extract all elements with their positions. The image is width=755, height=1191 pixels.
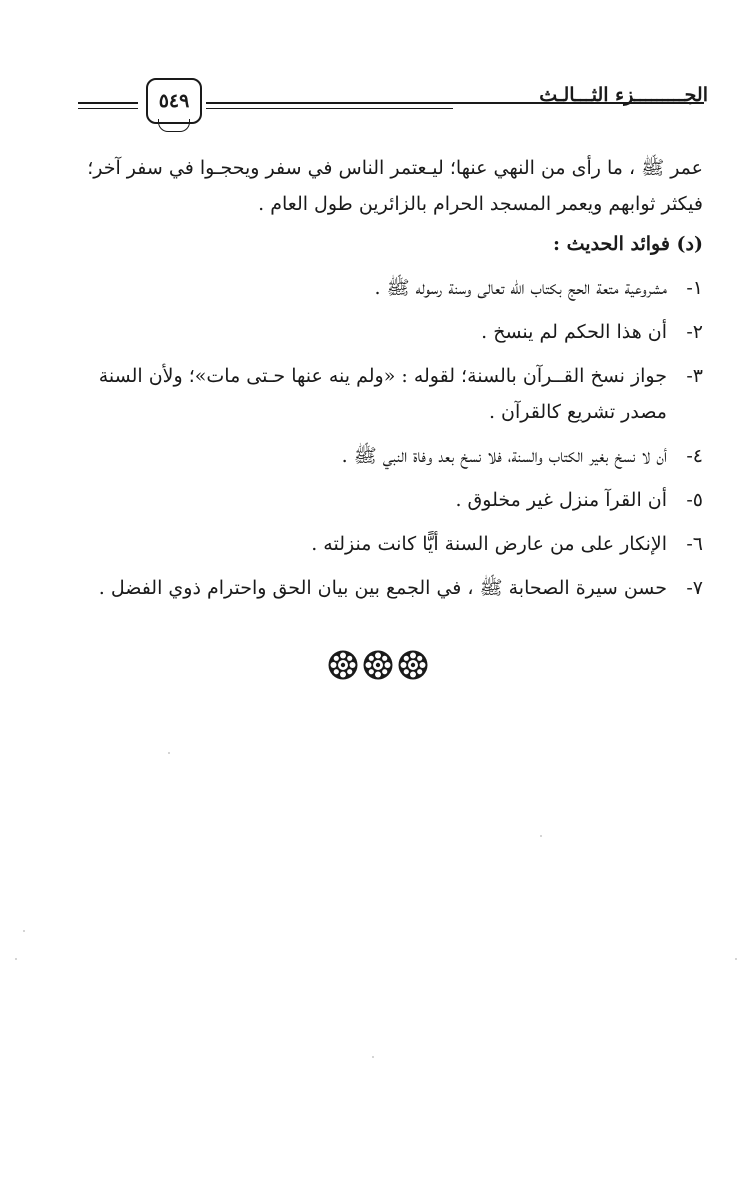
scan-speck — [23, 930, 25, 932]
scan-speck — [15, 958, 17, 960]
item-text: أن القرآ منزل غير مخلوق . — [455, 489, 667, 511]
list-item — [58, 570, 703, 606]
header-rule-left — [78, 102, 138, 104]
page-content — [58, 150, 703, 612]
scan-speck — [540, 835, 542, 837]
item-number: ٥- — [686, 489, 703, 511]
benefits-list — [58, 270, 703, 606]
item-text: جواز نسخ القــرآن بالسنة؛ لقوله : «ولم ينه عنها حـتى مات»؛ ولأن السنة مصدر تشريع كالقرآن . — [98, 365, 667, 423]
list-item — [58, 314, 703, 350]
list-item — [58, 358, 703, 430]
item-number: ٤- — [686, 445, 703, 467]
list-item — [58, 270, 703, 306]
list-item — [58, 438, 703, 474]
item-text: أن لا نسخ بغير الكتاب والسنة، فلا نسخ بعد وفاة النبي ﷺ . — [341, 445, 667, 467]
item-text: مشروعية متعة الحج بكتاب الله تعالى وسنة رسوله ﷺ . — [374, 277, 667, 299]
scan-speck — [168, 752, 170, 754]
item-number: ٣- — [686, 365, 703, 387]
flower-ornament-icon — [362, 649, 394, 681]
item-number: ٢- — [686, 321, 703, 343]
item-number: ٧- — [686, 577, 703, 599]
list-item — [58, 482, 703, 518]
scan-speck — [735, 958, 737, 960]
intro-paragraph — [58, 150, 703, 222]
list-item — [58, 526, 703, 562]
item-text: أن هذا الحكم لم ينسخ . — [481, 321, 667, 343]
page-header — [78, 78, 708, 134]
header-rule — [206, 102, 704, 104]
page-number-badge — [146, 78, 202, 124]
item-text: حسن سيرة الصحابة ﷺ ، في الجمع بين بيان الحق واحترام ذوي الفضل . — [98, 577, 667, 599]
flower-ornament-icon — [397, 649, 429, 681]
running-title: الجـــــــــزء الثـــالـث — [539, 84, 708, 106]
header-rule-left-thin — [78, 108, 138, 109]
section-end-ornament — [0, 648, 755, 682]
item-text: الإنكار على من عارض السنة أيًّا كانت منزلته . — [311, 533, 667, 555]
intro-line-2: فيكثر ثوابهم ويعمر المسجد الحرام بالزائرين طول العام . — [258, 193, 703, 215]
page-number: ٥٤٩ — [158, 90, 190, 112]
header-rule-thin — [206, 108, 453, 109]
scan-speck — [372, 1056, 374, 1058]
intro-line-1: عمر ﷺ ، ما رأى من النهي عنها؛ ليـعتمر الناس في سفر ويحجـوا في سفر آخر؛ — [87, 157, 703, 179]
flower-ornament-icon — [327, 649, 359, 681]
item-number: ٦- — [686, 533, 703, 555]
item-number: ١- — [686, 277, 703, 299]
section-heading: (د) فوائد الحديث : — [553, 233, 703, 255]
